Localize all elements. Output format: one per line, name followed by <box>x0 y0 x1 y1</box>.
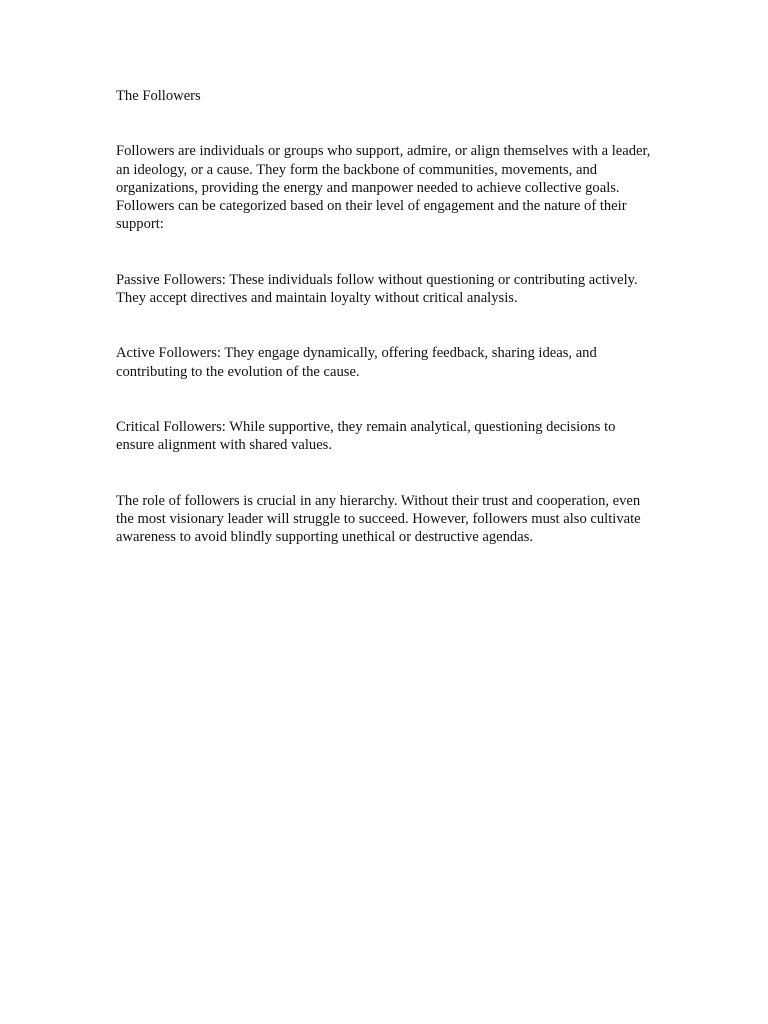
paragraph-intro: Followers are individuals or groups who support, admire, or align themselves with a leader, an ideology, or a cause. They form the backbone of communities, movements, and organizations, providing the energy and manpower needed to achieve collective goals. Followers can be categorized based on their level of engagement and the nature of their support: <box>116 143 651 233</box>
paragraph-conclusion: The role of followers is crucial in any hierarchy. Without their trust and cooperation, even the most visionary leader will struggle to succeed. However, followers must also cultivate awareness to avoid blindly supporting unethical or destructive agendas. <box>116 492 641 546</box>
paragraph-critical-followers: Critical Followers: While supportive, they remain analytical, questioning decisions to ensure alignment with shared values. <box>116 418 616 454</box>
document-title: The Followers <box>116 88 201 104</box>
paragraph-passive-followers: Passive Followers: These individuals follow without questioning or contributing actively. They accept directives and maintain loyalty without critical analysis. <box>116 271 638 307</box>
paragraph-active-followers: Active Followers: They engage dynamically, offering feedback, sharing ideas, and contributing to the evolution of the cause. <box>116 345 597 380</box>
document-page <box>116 87 656 583</box>
